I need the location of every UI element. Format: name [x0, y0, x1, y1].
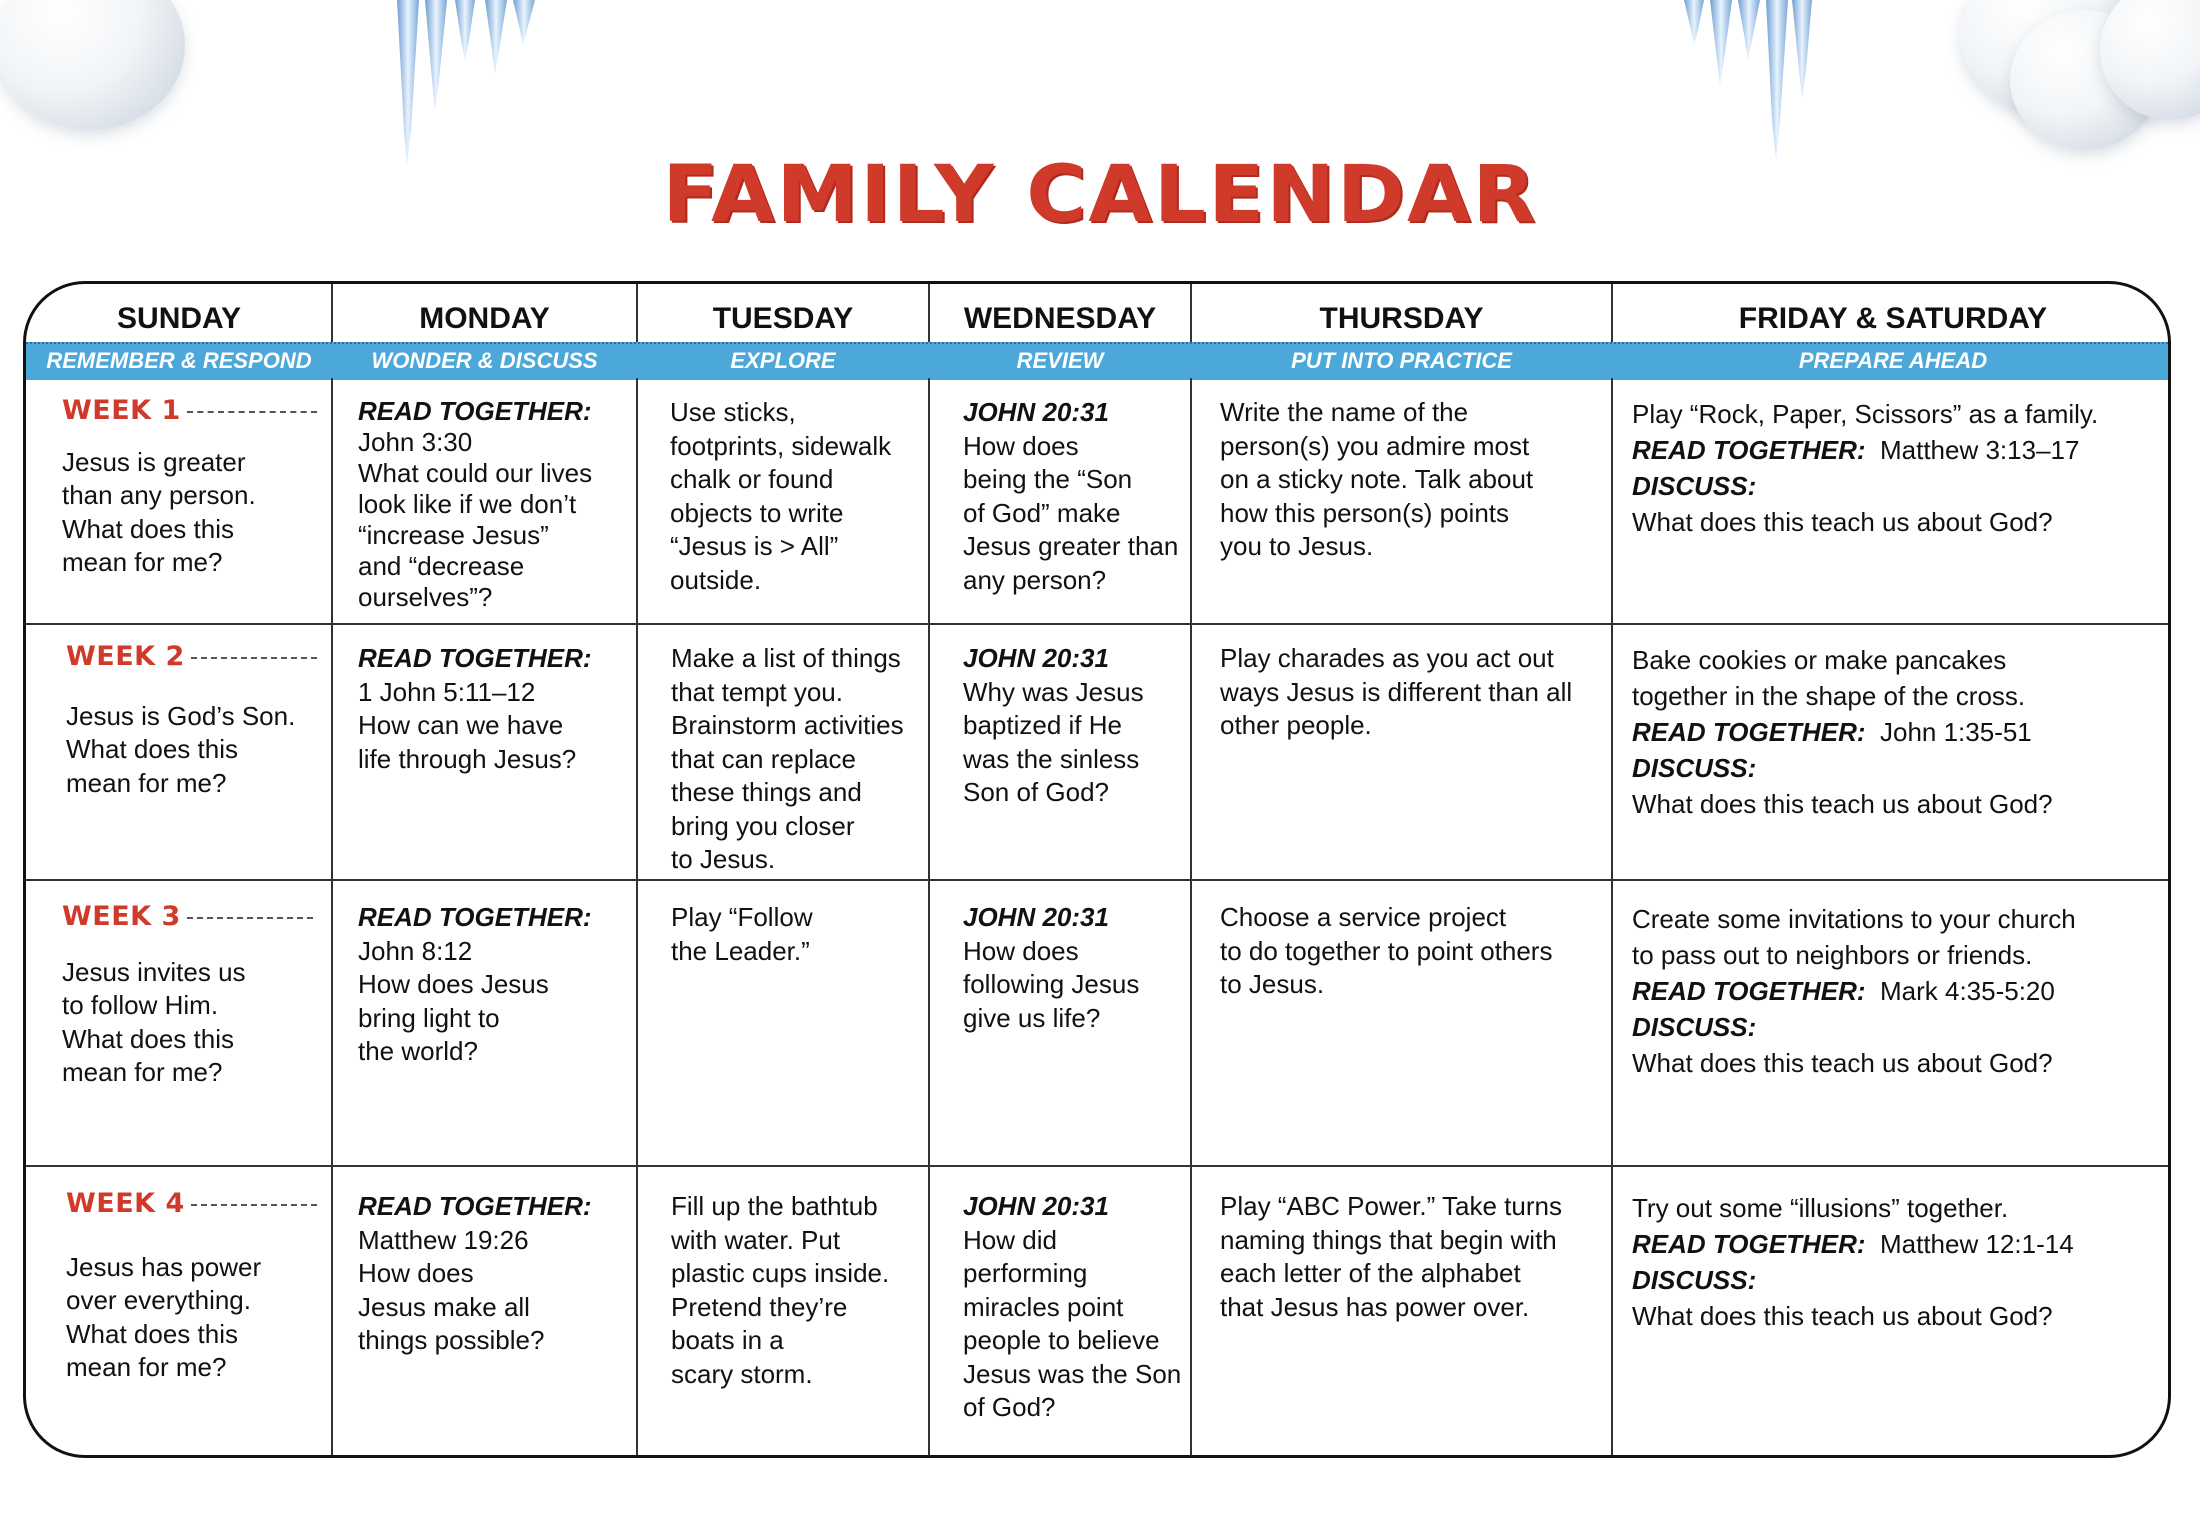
- wednesday-text-line: give us life?: [963, 1002, 1101, 1033]
- monday-text-line: How can we have: [358, 710, 564, 740]
- monday-text-line: and “decrease: [358, 551, 525, 581]
- week3-thursday-cell: [1220, 901, 1605, 1002]
- week3-monday-cell: [358, 901, 628, 1069]
- week3-label: WEEK 3: [62, 901, 181, 932]
- thursday-text-line: ways Jesus is different than all: [1220, 676, 1573, 707]
- monday-text-line: How does: [358, 1258, 474, 1288]
- week2-tuesday-cell: [671, 642, 926, 877]
- col-header-wednesday: WEDNESDAY: [963, 302, 1157, 335]
- wednesday-text-line: was the sinless: [963, 743, 1140, 774]
- week2-sunday-cell: [66, 640, 328, 800]
- sunday-text-line: mean for me?: [62, 547, 223, 577]
- discuss-label: DISCUSS:: [1632, 1012, 1757, 1042]
- sunday-text-line: mean for me?: [62, 1057, 223, 1087]
- sub-label-thursday: PUT INTO PRACTICE: [1291, 348, 1512, 373]
- wednesday-text-line: of God?: [963, 1392, 1056, 1422]
- week4-monday-cell: [358, 1190, 628, 1358]
- sunday-text-line: Jesus is greater: [62, 446, 246, 477]
- tuesday-text-line: Make a list of things: [671, 643, 901, 673]
- week3-friday-cell: [1632, 901, 2162, 1081]
- wednesday-text-line: How does: [963, 935, 1079, 966]
- week-divider-dash: [191, 1204, 317, 1206]
- discuss-label: DISCUSS:: [1632, 753, 1757, 783]
- sunday-text-line: than any person.: [62, 480, 256, 510]
- sunday-text-line: Jesus has power: [66, 1251, 262, 1282]
- wednesday-text-line: people to believe: [963, 1325, 1160, 1355]
- wednesday-text-line: Jesus greater than: [963, 531, 1179, 561]
- monday-text-line: 1 John 5:11–12: [358, 676, 536, 707]
- week4-thursday-cell: [1220, 1190, 1605, 1324]
- grid-line: [331, 378, 333, 1455]
- tuesday-text-line: footprints, sidewalk: [670, 430, 892, 461]
- monday-text-line: bring light to: [358, 1002, 500, 1033]
- wednesday-text-line: How did: [963, 1224, 1057, 1255]
- verse-heading: JOHN 20:31: [963, 1191, 1109, 1221]
- sunday-text-line: What does this: [62, 513, 234, 544]
- friday-intro-line: Create some invitations to your church: [1632, 904, 2076, 934]
- grid-line: [331, 284, 333, 342]
- tuesday-text-line: outside.: [670, 564, 762, 595]
- friday-intro-line: Bake cookies or make pancakes: [1632, 645, 2007, 675]
- sunday-text-line: over everything.: [66, 1285, 251, 1315]
- tuesday-text-line: with water. Put: [671, 1224, 841, 1255]
- tuesday-text-line: chalk or found: [670, 464, 834, 494]
- week3-tuesday-cell: [671, 901, 926, 968]
- friday-intro-line: together in the shape of the cross.: [1632, 681, 2026, 711]
- wednesday-text-line: following Jesus: [963, 969, 1140, 999]
- thursday-text-line: Play charades as you act out: [1220, 643, 1554, 673]
- tuesday-text-line: Fill up the bathtub: [671, 1191, 878, 1221]
- col-header-tuesday: TUESDAY: [712, 302, 854, 335]
- tuesday-text-line: bring you closer: [671, 810, 855, 841]
- scripture-reference: John 1:35-51: [1879, 717, 2032, 747]
- week1-monday-cell: [358, 396, 628, 613]
- discuss-question: What does this teach us about God?: [1632, 507, 2053, 537]
- scripture-reference: Mark 4:35-5:20: [1879, 976, 2055, 1006]
- week4-wednesday-cell: [963, 1190, 1188, 1425]
- monday-text-line: life through Jesus?: [358, 743, 577, 774]
- sunday-text-line: What does this: [66, 1318, 238, 1349]
- tuesday-text-line: Pretend they’re: [671, 1291, 848, 1322]
- week2-monday-cell: [358, 642, 628, 776]
- grid-line: [636, 378, 638, 1455]
- grid-line: [928, 284, 930, 342]
- sunday-text-line: Jesus is God’s Son.: [66, 700, 296, 731]
- read-together-heading: READ TOGETHER:: [358, 643, 592, 673]
- col-header-monday: MONDAY: [419, 302, 550, 335]
- tuesday-text-line: that can replace: [671, 743, 857, 774]
- discuss-question: What does this teach us about God?: [1632, 789, 2053, 819]
- friday-intro-line: to pass out to neighbors or friends.: [1632, 940, 2033, 970]
- row-divider: [26, 1165, 2168, 1167]
- thursday-text-line: Play “ABC Power.” Take turns: [1220, 1191, 1562, 1221]
- discuss-question: What does this teach us about God?: [1632, 1301, 2053, 1331]
- sunday-text-line: mean for me?: [66, 767, 227, 798]
- thursday-text-line: Write the name of the: [1220, 397, 1469, 427]
- thursday-text-line: each letter of the alphabet: [1220, 1258, 1521, 1288]
- snowball-decoration-left: [0, 0, 185, 130]
- thursday-text-line: that Jesus has power over.: [1220, 1291, 1530, 1322]
- discuss-label: DISCUSS:: [1632, 1265, 1757, 1295]
- col-header-sunday: SUNDAY: [117, 302, 241, 335]
- sub-label-tuesday: EXPLORE: [730, 348, 836, 373]
- week2-wednesday-cell: [963, 642, 1188, 810]
- wednesday-text-line: of God” make: [963, 497, 1121, 528]
- verse-heading: JOHN 20:31: [963, 643, 1109, 673]
- week1-friday-cell: [1632, 396, 2162, 540]
- read-together-label: READ TOGETHER:: [1632, 1229, 1866, 1259]
- wednesday-text-line: miracles point: [963, 1291, 1124, 1322]
- wednesday-text-line: Son of God?: [963, 777, 1109, 807]
- tuesday-text-line: Brainstorm activities: [671, 710, 904, 740]
- wednesday-text-line: being the “Son: [963, 464, 1133, 494]
- sunday-text-line: Jesus invites us: [62, 956, 246, 987]
- tuesday-text-line: Play “Follow: [671, 902, 813, 932]
- tuesday-text-line: “Jesus is > All”: [670, 531, 839, 561]
- discuss-label: DISCUSS:: [1632, 471, 1757, 501]
- grid-line: [1190, 378, 1192, 1455]
- read-together-label: READ TOGETHER:: [1632, 976, 1866, 1006]
- calendar-table: [23, 281, 2171, 1458]
- read-together-heading: READ TOGETHER:: [358, 1191, 592, 1221]
- sub-label-monday: WONDER & DISCUSS: [371, 348, 598, 373]
- sub-label-friday-saturday: PREPARE AHEAD: [1798, 348, 1988, 373]
- week1-wednesday-cell: [963, 396, 1188, 597]
- scripture-reference: Matthew 3:13–17: [1879, 435, 2080, 465]
- monday-text-line: What could our lives: [358, 458, 593, 488]
- monday-text-line: things possible?: [358, 1325, 545, 1355]
- tuesday-text-line: the Leader.”: [671, 935, 810, 966]
- monday-text-line: John 3:30: [358, 427, 473, 457]
- read-together-heading: READ TOGETHER:: [358, 902, 592, 932]
- icicles-right-decoration: [1680, 0, 1840, 170]
- read-together-label: READ TOGETHER:: [1632, 435, 1866, 465]
- monday-text-line: Jesus make all: [358, 1291, 530, 1322]
- friday-intro-line: Play “Rock, Paper, Scissors” as a family.: [1632, 399, 2099, 429]
- discuss-question: What does this teach us about God?: [1632, 1048, 2053, 1078]
- week-divider-dash: [187, 411, 317, 413]
- friday-intro-line: Try out some “illusions” together.: [1632, 1193, 2009, 1223]
- page-title: FAMILY CALENDAR: [662, 150, 1538, 240]
- week1-thursday-cell: [1220, 396, 1605, 564]
- tuesday-text-line: objects to write: [670, 497, 844, 528]
- monday-text-line: “increase Jesus”: [358, 520, 549, 550]
- wednesday-text-line: Jesus was the Son: [963, 1358, 1182, 1389]
- grid-line: [636, 284, 638, 342]
- monday-text-line: the world?: [358, 1036, 478, 1066]
- week3-sunday-cell: [62, 900, 324, 1090]
- tuesday-text-line: plastic cups inside.: [671, 1258, 890, 1288]
- thursday-text-line: how this person(s) points: [1220, 497, 1510, 528]
- sunday-text-line: What does this: [62, 1023, 234, 1054]
- tuesday-text-line: Use sticks,: [670, 397, 796, 427]
- week4-sunday-cell: [66, 1187, 328, 1385]
- monday-text-line: John 8:12: [358, 935, 473, 966]
- scripture-reference: Matthew 12:1-14: [1879, 1229, 2074, 1259]
- thursday-text-line: on a sticky note. Talk about: [1220, 464, 1534, 494]
- week1-tuesday-cell: [670, 396, 925, 597]
- col-header-friday-saturday: FRIDAY & SATURDAY: [1738, 302, 2048, 335]
- week4-friday-cell: [1632, 1190, 2162, 1334]
- thursday-text-line: other people.: [1220, 710, 1372, 740]
- week3-wednesday-cell: [963, 901, 1188, 1035]
- grid-line: [1611, 378, 1613, 1455]
- sunday-text-line: mean for me?: [66, 1352, 227, 1382]
- thursday-text-line: Choose a service project: [1220, 902, 1507, 932]
- week-divider-dash: [187, 917, 313, 919]
- tuesday-text-line: boats in a: [671, 1325, 784, 1355]
- thursday-text-line: you to Jesus.: [1220, 531, 1374, 561]
- sub-label-wednesday: REVIEW: [1016, 348, 1104, 373]
- wednesday-text-line: any person?: [963, 564, 1107, 595]
- sunday-text-line: What does this: [66, 734, 238, 764]
- row-divider: [26, 623, 2168, 625]
- week1-sunday-cell: [62, 394, 324, 580]
- icicles-left-decoration: [395, 0, 555, 170]
- tuesday-text-line: scary storm.: [671, 1358, 813, 1389]
- week4-tuesday-cell: [671, 1190, 926, 1391]
- verse-heading: JOHN 20:31: [963, 902, 1109, 932]
- week4-label: WEEK 4: [66, 1188, 185, 1219]
- col-header-thursday: THURSDAY: [1319, 302, 1484, 335]
- sub-label-sunday: REMEMBER & RESPOND: [46, 348, 312, 373]
- wednesday-text-line: baptized if He: [963, 710, 1122, 740]
- sunday-text-line: to follow Him.: [62, 990, 219, 1020]
- read-together-label: READ TOGETHER:: [1632, 717, 1866, 747]
- wednesday-text-line: performing: [963, 1258, 1088, 1288]
- row-divider: [26, 879, 2168, 881]
- read-together-heading: READ TOGETHER:: [358, 396, 592, 426]
- monday-text-line: ourselves”?: [358, 582, 493, 612]
- monday-text-line: Matthew 19:26: [358, 1224, 529, 1255]
- thursday-text-line: to Jesus.: [1220, 969, 1325, 999]
- tuesday-text-line: to Jesus.: [671, 844, 776, 874]
- week2-friday-cell: [1632, 642, 2162, 822]
- wednesday-text-line: Why was Jesus: [963, 676, 1144, 707]
- wednesday-text-line: How does: [963, 430, 1079, 461]
- tuesday-text-line: that tempt you.: [671, 676, 843, 707]
- monday-text-line: look like if we don’t: [358, 489, 577, 519]
- grid-line: [928, 378, 930, 1455]
- thursday-text-line: person(s) you admire most: [1220, 430, 1530, 461]
- monday-text-line: How does Jesus: [358, 969, 549, 999]
- thursday-text-line: to do together to point others: [1220, 935, 1553, 966]
- tuesday-text-line: these things and: [671, 777, 862, 807]
- thursday-text-line: naming things that begin with: [1220, 1224, 1557, 1255]
- week1-label: WEEK 1: [62, 395, 181, 426]
- week-divider-dash: [191, 657, 317, 659]
- week2-thursday-cell: [1220, 642, 1605, 743]
- grid-line: [1190, 284, 1192, 342]
- grid-line: [1611, 284, 1613, 342]
- week2-label: WEEK 2: [66, 641, 185, 672]
- verse-heading: JOHN 20:31: [963, 397, 1109, 427]
